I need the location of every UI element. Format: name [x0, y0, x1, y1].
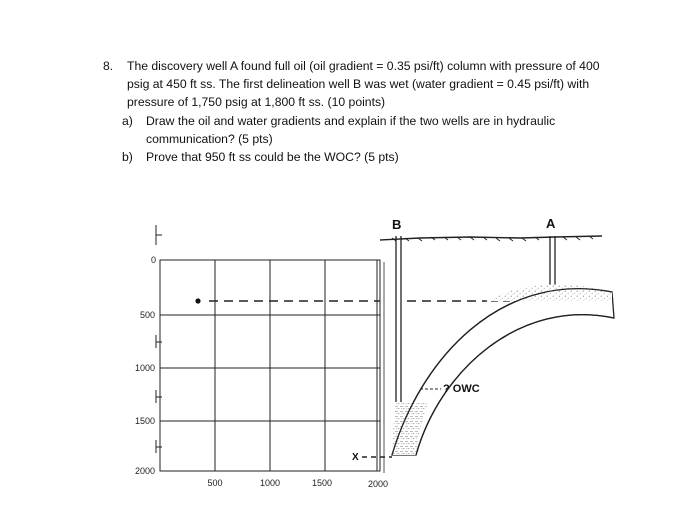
part-a-label: a) [122, 113, 133, 128]
x-tick-500: 500 [207, 478, 223, 488]
well-a-label: A [546, 216, 556, 231]
y-tick-2000: 2000 [134, 466, 155, 476]
owc-label: ? OWC [443, 383, 480, 395]
x-tick-1000: 1000 [259, 478, 281, 488]
plot-grid [160, 260, 384, 473]
oil-zone [486, 285, 612, 301]
reservoir-layer [392, 285, 614, 455]
x-tick-1500: 1500 [311, 478, 333, 488]
x-tick-2000: 2000 [367, 479, 389, 489]
part-b-label: b) [122, 150, 133, 165]
y-axis-labels [135, 255, 156, 476]
plot-point-x: X [352, 452, 359, 463]
plot-point-dot [195, 298, 200, 303]
y-tick-1500: 1500 [134, 416, 155, 426]
x-axis-labels [207, 478, 388, 489]
y-tick-1000: 1000 [134, 363, 155, 373]
well-b-label: B [392, 217, 402, 232]
left-ticks [156, 225, 162, 453]
ground-surface [380, 236, 602, 241]
part-b-text: Prove that 950 ft ss could be the WOC? (5 pts) [146, 150, 399, 165]
question-number: 8. [103, 59, 114, 73]
part-a-text: Draw the oil and water gradients and explain if the two wells are in hydraulic communication? (5 pts) [146, 113, 556, 146]
y-tick-500: 500 [139, 310, 155, 320]
question-text: The discovery well A found full oil (oil gradient = 0.35 psi/ft) column with pressure of 400 psig at 450 ft ss. The first delineation well B was wet (water gradient = 0.45 psi/ft) with pressure of 1,750 psig at 1,800 ft ss. (10 points) [127, 59, 600, 110]
y-tick-0: 0 [150, 255, 156, 265]
